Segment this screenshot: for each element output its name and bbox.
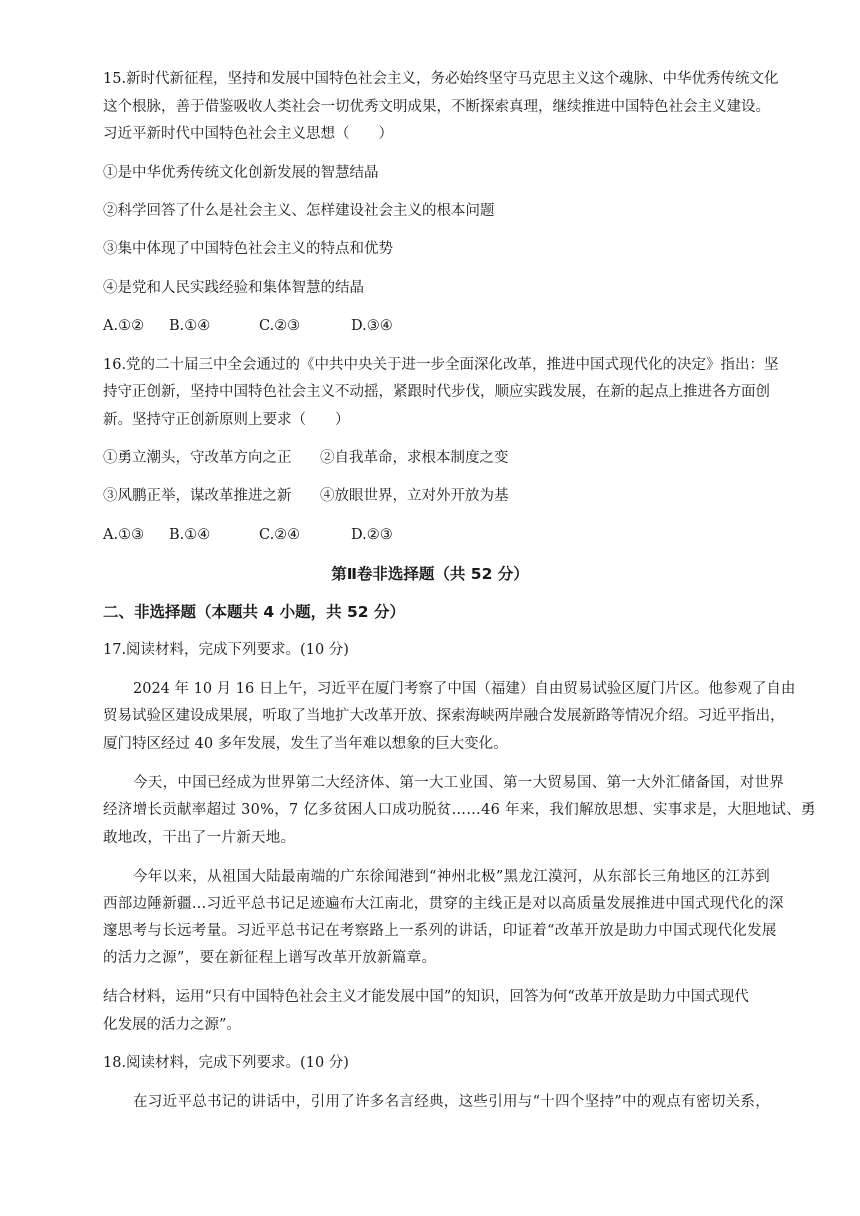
q15-statement-2: ②科学回答了什么是社会主义、怎样建设社会主义的根本问题 — [103, 203, 495, 219]
q17-para3-line-1: 今年以来，从祖国大陆最南端的广东徐闻港到“神州北极”黑龙江漠河，从东部长三角地区的江苏到 — [133, 869, 771, 885]
q16-statement-4: ④放眼世界，立对外开放为基 — [320, 488, 509, 504]
q16-option-b: B.①④ — [169, 527, 211, 543]
q17-prompt: 17.阅读材料，完成下列要求。(10 分) — [103, 642, 349, 658]
q17-question-line-2: 化发展的活力之源”。 — [103, 1017, 241, 1033]
q16-statement-1: ①勇立潮头，守改革方向之正 — [103, 450, 292, 466]
q15-stem-line-2: 这个根脉，善于借鉴吸收人类社会一切优秀文明成果，不断探索真理，继续推进中国特色社会主义建设。 — [103, 99, 770, 115]
q15-option-c: C.②③ — [259, 318, 301, 334]
q15-statement-3: ③集中体现了中国特色社会主义的特点和优势 — [103, 241, 393, 257]
q16-stem-line-1: 16.党的二十届三中全会通过的《中共中央关于进一步全面深化改革，推进中国式现代化的决定》指出：坚 — [103, 357, 779, 373]
q17-para2-line-2: 经济增长贡献率超过 30%，7 亿多贫困人口成功脱贫……46 年来，我们解放思想、实事求是，大胆地试、勇 — [103, 802, 816, 818]
q17-para1-line-3: 厦门特区经过 40 多年发展，发生了当年难以想象的巨大变化。 — [103, 736, 508, 752]
section-2-title: 二、非选择题（本题共 4 小题，共 52 分） — [103, 603, 405, 621]
q17-para3-line-3: 邃思考与长远考量。习近平总书记在考察路上一系列的讲话，印证着“改革开放是助力中国式现代化发展 — [103, 923, 777, 939]
q15-stem-line-1: 15.新时代新征程，坚持和发展中国特色社会主义，务必始终坚守马克思主义这个魂脉、中华优秀传统文化 — [103, 71, 779, 87]
q17-para2-line-3: 敢地改，干出了一片新天地。 — [103, 830, 296, 846]
q17-para3-line-2: 西部边陲新疆…习近平总书记足迹遍布大江南北，贯穿的主线正是对以高质量发展推进中国式现代化的深 — [103, 896, 784, 912]
q16-option-a: A.①③ — [103, 527, 145, 543]
q17-question-line-1: 结合材料，运用“只有中国特色社会主义才能发展中国”的知识，回答为何“改革开放是助力中国式现代 — [103, 989, 749, 1005]
q17-para1-line-2: 贸易试验区建设成果展，听取了当地扩大改革开放、探索海峡两岸融合发展新路等情况介绍。习近平指出， — [103, 708, 785, 724]
q15-statement-4: ④是党和人民实践经验和集体智慧的结晶 — [103, 280, 364, 296]
q16-statement-3: ③风鹏正举，谋改革推进之新 — [103, 488, 292, 504]
q16-stem-line-3: 新。坚持守正创新原则上要求（ ） — [103, 412, 350, 428]
q17-para2-line-1: 今天，中国已经成为世界第二大经济体、第一大工业国、第一大贸易国、第一大外汇储备国，对世界 — [133, 775, 785, 791]
q15-statement-1: ①是中华优秀传统文化创新发展的智慧结晶 — [103, 165, 379, 181]
q17-para1-line-1: 2024 年 10 月 16 日上午，习近平在厦门考察了中国（福建）自由贸易试验区厦门片区。他参观了自由 — [133, 681, 796, 697]
q16-option-d: D.②③ — [351, 527, 393, 543]
q17-para3-line-4: 的活力之源”，要在新征程上谱写改革开放新篇章。 — [103, 950, 437, 966]
q16-statement-2: ②自我革命，求根本制度之变 — [320, 450, 509, 466]
q16-option-c: C.②④ — [259, 527, 301, 543]
part-2-title: 第Ⅱ卷非选择题（共 52 分） — [331, 565, 529, 583]
q15-stem-line-3: 习近平新时代中国特色社会主义思想（ ） — [103, 126, 393, 142]
q18-prompt: 18.阅读材料，完成下列要求。(10 分) — [103, 1055, 349, 1071]
q18-para1-line-1: 在习近平总书记的讲话中，引用了许多名言经典，这些引用与“十四个坚持”中的观点有密切关系， — [133, 1094, 771, 1110]
q15-option-a: A.①② — [103, 318, 145, 334]
q16-stem-line-2: 持守正创新，坚持中国特色社会主义不动摇，紧跟时代步伐，顺应实践发展，在新的起点上推进各方面创 — [103, 384, 770, 400]
q15-option-d: D.③④ — [351, 318, 393, 334]
q15-option-b: B.①④ — [169, 318, 211, 334]
